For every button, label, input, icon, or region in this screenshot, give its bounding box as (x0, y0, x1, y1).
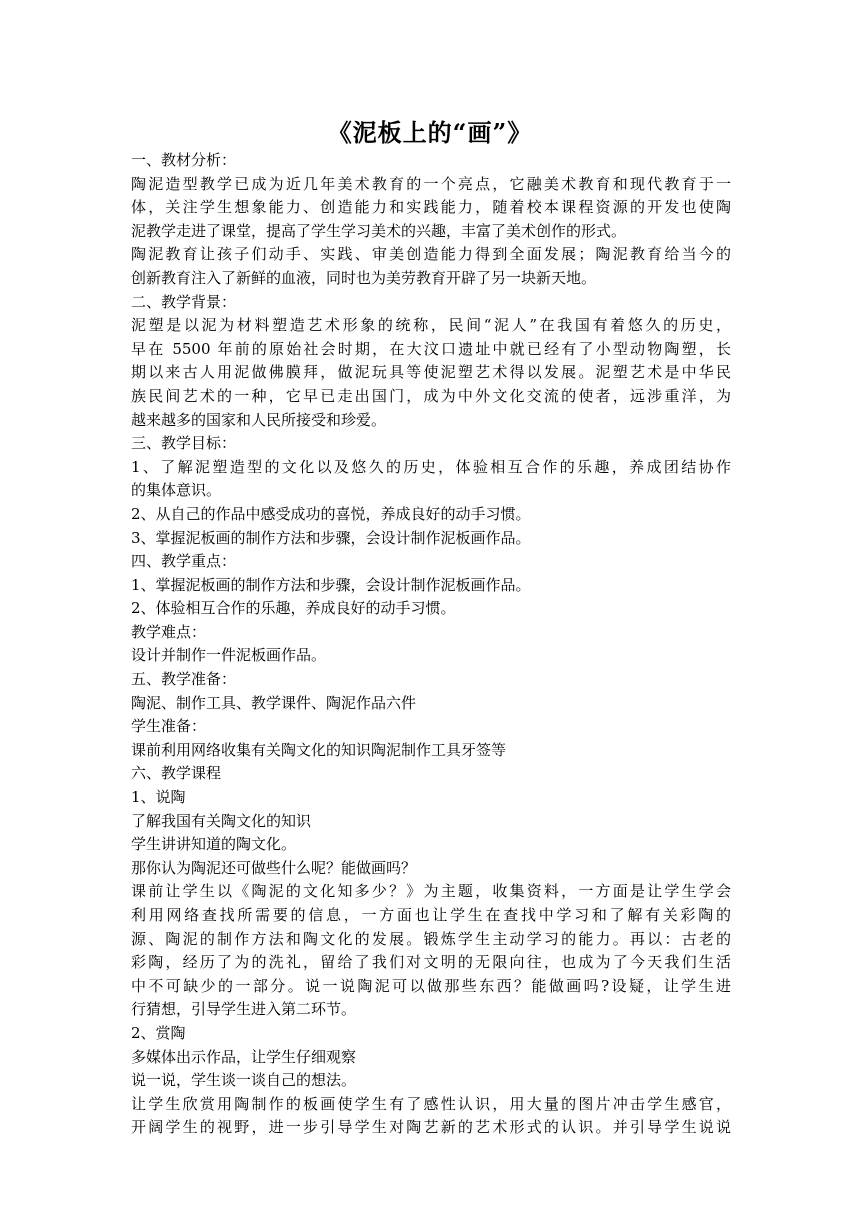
text-line: 一、教材分析： (131, 151, 237, 169)
text-line: 源、陶泥的制作方法和陶文化的发展。锻炼学生主动学习的能力。再以：古老的 (131, 929, 731, 948)
text-line: 那你认为陶泥还可做些什么呢？能做画吗？ (131, 858, 417, 877)
text-line: 学生准备： (131, 717, 207, 736)
text-line: 1、说陶 (131, 788, 186, 807)
text-line: 教学难点： (131, 622, 207, 641)
text-line: 期以来古人用泥做佛膜拜，做泥玩具等使泥塑艺术得以发展。泥塑艺术是中华民 (131, 363, 731, 382)
text-line: 陶泥、制作工具、教学课件、陶泥作品六件 (131, 693, 417, 712)
text-line: 的集体意识。 (131, 481, 222, 500)
text-line: 中不可缺少的一部分。说一说陶泥可以做那些东西？能做画吗?设疑，让学生进 (131, 976, 731, 995)
text-line: 早在 5500 年前的原始社会时期，在大汶口遗址中就已经有了小型动物陶塑，长 (131, 339, 731, 358)
text-line: 陶泥教育让孩子们动手、实践、审美创造能力得到全面发展；陶泥教育给当今的 (131, 245, 731, 264)
text-line: 四、教学重点： (131, 552, 237, 571)
text-line: 课前利用网络收集有关陶文化的知识陶泥制作工具牙签等 (131, 740, 507, 759)
text-line: 泥教学走进了课堂，提高了学生学习美术的兴趣，丰富了美术创作的形式。 (131, 221, 627, 240)
text-line: 二、教学背景： (131, 292, 237, 311)
text-line: 多媒体出示作品，让学生仔细观察 (131, 1047, 357, 1066)
text-line: 六、教学课程 (131, 764, 222, 783)
text-line: 设计并制作一件泥板画作品。 (131, 646, 327, 665)
text-line: 利用网络查找所需要的信息，一方面也让学生在查找中学习和了解有关彩陶的 (131, 906, 731, 924)
text-line: 开阔学生的视野，进一步引导学生对陶艺新的艺术形式的认识。并引导学生说说 (131, 1118, 731, 1137)
text-line: 3、掌握泥板画的制作方法和步骤，会设计制作泥板画作品。 (131, 528, 531, 547)
text-line: 2、从自己的作品中感受成功的喜悦，养成良好的动手习惯。 (131, 504, 531, 523)
document-title: 《泥板上的“画”》 (327, 118, 533, 147)
document-body (131, 149, 731, 1140)
text-line: 学生讲讲知道的陶文化。 (131, 835, 297, 854)
text-line: 2、体验相互合作的乐趣，养成良好的动手习惯。 (131, 599, 456, 618)
text-line: 三、教学目标： (131, 434, 237, 453)
text-line: 1、了解泥塑造型的文化以及悠久的历史，体验相互合作的乐趣，养成团结协作 (131, 457, 731, 476)
text-line: 行猜想，引导学生进入第二环节。 (131, 1000, 357, 1019)
text-line: 泥塑是以泥为材料塑造艺术形象的统称，民间“泥人”在我国有着悠久的历史， (131, 316, 731, 335)
text-line: 体，关注学生想象能力、创造能力和实践能力，随着校本课程资源的开发也使陶 (131, 198, 731, 217)
text-line: 2、赏陶 (131, 1023, 186, 1042)
text-line: 1、掌握泥板画的制作方法和步骤，会设计制作泥板画作品。 (131, 575, 531, 594)
text-line: 课前让学生以《陶泥的文化知多少？》为主题，收集资料，一方面是让学生学会 (131, 882, 731, 901)
text-line: 陶泥造型教学已成为近几年美术教育的一个亮点，它融美术教育和现代教育于一 (131, 174, 731, 193)
text-line: 五、教学准备： (131, 670, 237, 689)
text-line: 让学生欣赏用陶制作的板画使学生有了感性认识，用大量的图片冲击学生感官， (131, 1094, 731, 1113)
text-line: 了解我国有关陶文化的知识 (131, 811, 312, 830)
text-line: 彩陶，经历了为的洗礼，留给了我们对文明的无限向往，也成为了今天我们生活 (131, 953, 731, 972)
text-line: 越来越多的国家和人民所接受和珍爱。 (131, 410, 387, 429)
text-line: 创新教育注入了新鲜的血液，同时也为美劳教育开辟了另一块新天地。 (131, 268, 597, 287)
text-line: 说一说，学生谈一谈自己的想法。 (131, 1071, 357, 1090)
text-line: 族民间艺术的一种，它早已走出国门，成为中外文化交流的使者，远涉重洋，为 (131, 386, 731, 405)
